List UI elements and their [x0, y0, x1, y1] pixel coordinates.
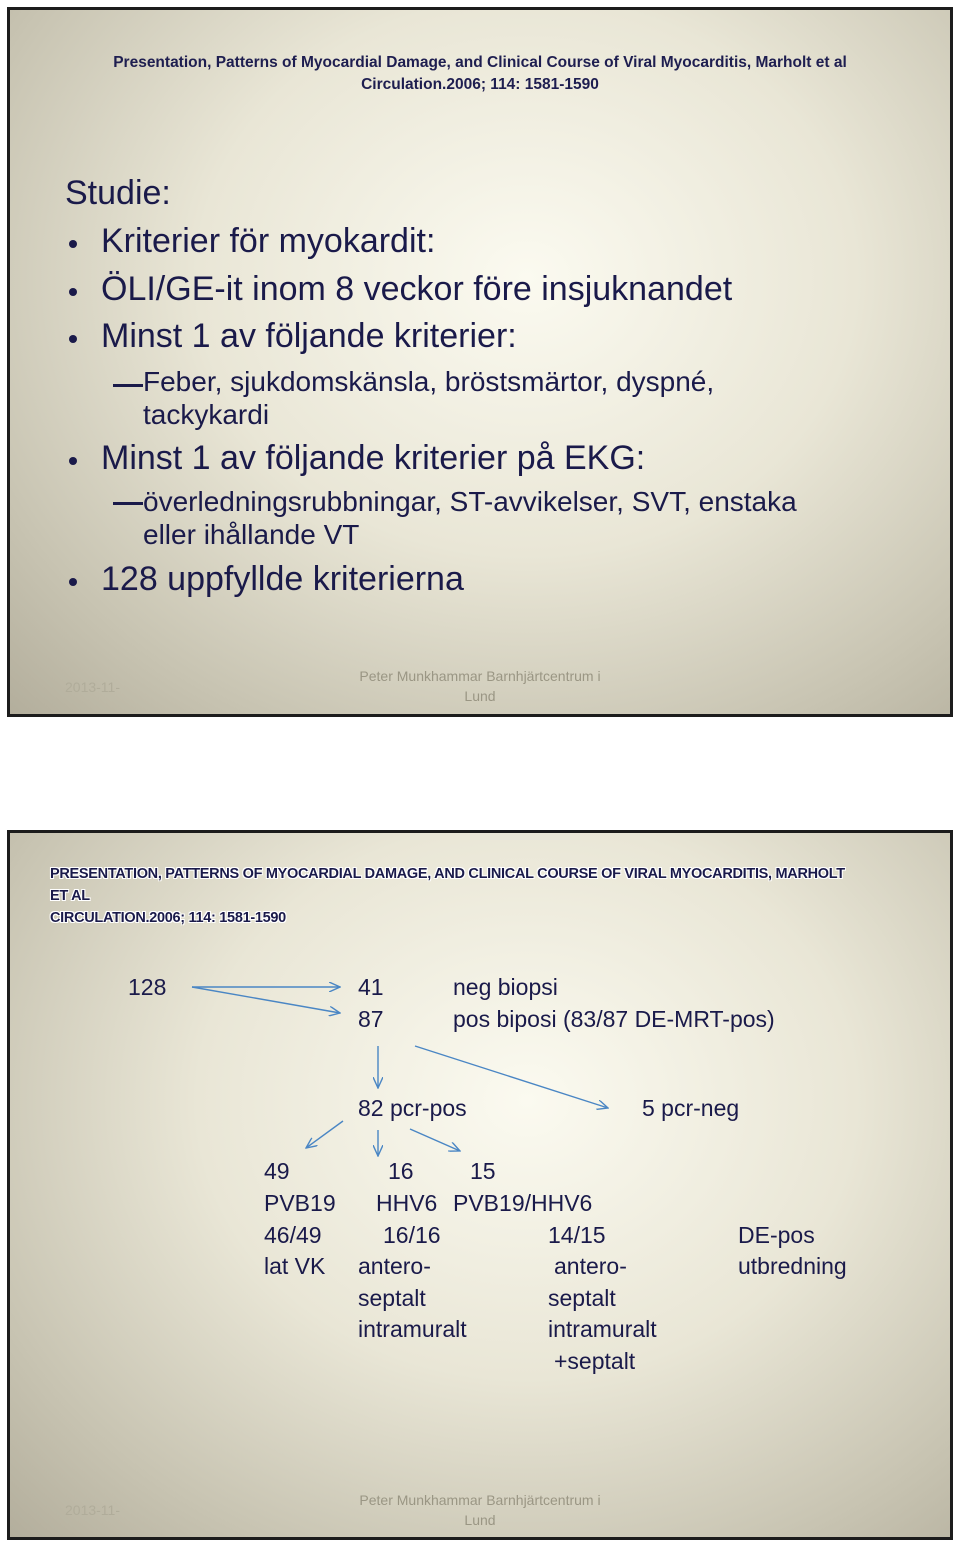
pvb19-de-ratio: 46/49: [264, 1222, 322, 1248]
bullet-criteria: Kriterier för myokardit:: [101, 222, 436, 260]
pvb19-count: 49: [264, 1158, 290, 1184]
footer-line-1: Peter Munkhammar Barnhjärtcentrum i: [359, 668, 601, 684]
citation-line-2: ET AL: [50, 888, 90, 904]
coinfection-location-3: intramuralt: [548, 1316, 657, 1342]
flow-pos-count: 87: [358, 1006, 384, 1032]
flow-arrows: [10, 833, 953, 1540]
coinfection-label: PVB19/HHV6: [453, 1190, 593, 1216]
arrow-to-pvb19: [306, 1121, 343, 1148]
coinfection-de-ratio: 14/15: [548, 1222, 606, 1248]
citation-line-1: Presentation, Patterns of Myocardial Damage, and Clinical Course of Viral Myocarditis, Marholt et al: [113, 54, 847, 71]
sub-bullet-dash: [113, 384, 143, 387]
hhv6-location-1: antero-: [358, 1253, 431, 1279]
hhv6-location-3: intramuralt: [358, 1316, 467, 1342]
citation-line-2: Circulation.2006; 114: 1581-1590: [361, 76, 599, 93]
slide-heading: Studie:: [65, 174, 171, 212]
footer-line-2: Lund: [464, 1512, 496, 1528]
hhv6-de-ratio: 16/16: [383, 1222, 441, 1248]
col4-header-1: DE-pos: [738, 1222, 815, 1248]
flow-pcr-pos: 82 pcr-pos: [358, 1095, 467, 1121]
footer-line-2: Lund: [464, 688, 496, 704]
flow-total: 128: [128, 974, 167, 1000]
bullet-ekg: Minst 1 av följande kriterier på EKG:: [101, 439, 646, 477]
slide-study-flow: [7, 830, 953, 1540]
bullet-dot: [69, 288, 77, 296]
bullet-dot: [69, 240, 77, 248]
arrow-to-pos: [192, 987, 340, 1013]
flow-neg-label: neg biopsi: [453, 974, 558, 1000]
citation-line-3: CIRCULATION.2006; 114: 1581-1590: [50, 910, 286, 926]
pvb19-label: PVB19: [264, 1190, 336, 1216]
hhv6-label: HHV6: [376, 1190, 438, 1216]
bullet-dot: [69, 578, 77, 586]
footer-line-1: Peter Munkhammar Barnhjärtcentrum i: [359, 1492, 601, 1508]
bullet-dot: [69, 457, 77, 465]
citation-line-1: PRESENTATION, PATTERNS OF MYOCARDIAL DAMAGE, AND CLINICAL COURSE OF VIRAL MYOCARDITIS, MARHOLT: [50, 866, 845, 882]
slide-study-criteria: [7, 7, 953, 717]
coinfection-location-2: septalt: [548, 1285, 616, 1311]
slide-date: 2013-11-: [65, 679, 121, 695]
slide-date: 2013-11-: [65, 1502, 121, 1518]
sub-bullet-ekg-findings-cont: eller ihållande VT: [143, 519, 360, 550]
flow-pcr-neg: 5 pcr-neg: [642, 1095, 740, 1121]
flow-pos-label: pos biposi (83/87 DE-MRT-pos): [453, 1006, 775, 1032]
sub-bullet-symptoms-cont: tackykardi: [143, 399, 270, 430]
sub-bullet-dash: [113, 502, 143, 505]
flow-neg-count: 41: [358, 974, 384, 1000]
coinfection-count: 15: [470, 1158, 496, 1184]
bullet-infection: ÖLI/GE-it inom 8 veckor före insjuknandet: [101, 270, 733, 308]
sub-bullet-ekg-findings: överledningsrubbningar, ST-avvikelser, SVT, enstaka: [143, 486, 797, 517]
col4-header-2: utbredning: [738, 1253, 847, 1279]
arrow-to-coinfection: [410, 1129, 460, 1151]
coinfection-location-1: antero-: [554, 1253, 627, 1279]
pvb19-location: lat VK: [264, 1253, 326, 1279]
coinfection-location-4: +septalt: [554, 1348, 636, 1374]
hhv6-count: 16: [388, 1158, 414, 1184]
bullet-min-one: Minst 1 av följande kriterier:: [101, 317, 517, 355]
hhv6-location-2: septalt: [358, 1285, 426, 1311]
sub-bullet-symptoms: Feber, sjukdomskänsla, bröstsmärtor, dyspné,: [143, 366, 715, 397]
bullet-result: 128 uppfyllde kriterierna: [101, 560, 464, 598]
bullet-dot: [69, 335, 77, 343]
